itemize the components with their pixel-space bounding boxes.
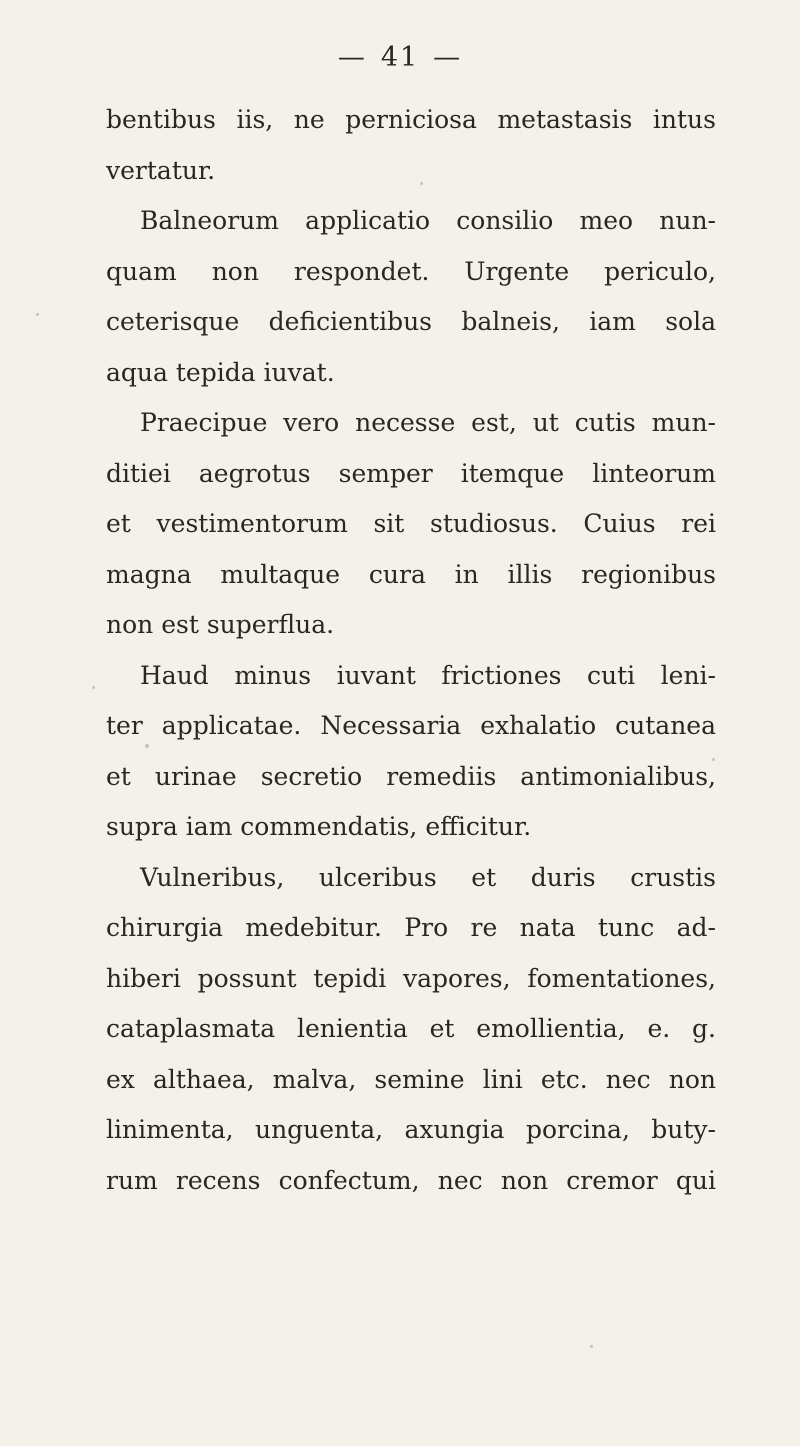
text-line: vertatur. xyxy=(106,155,216,185)
text-line: ditiei aegrotus semper itemque linteorum xyxy=(106,458,716,488)
text-line: linimenta, unguenta, axungia porcina, buty- xyxy=(106,1115,716,1144)
text-line: non est superflua. xyxy=(106,610,335,639)
paragraph xyxy=(106,196,716,398)
body-text xyxy=(106,95,716,1206)
text-line: Praecipue vero necesse est, ut cutis mun- xyxy=(140,408,716,437)
text-line: quam non respondet. Urgente periculo, xyxy=(106,256,716,286)
paragraph xyxy=(106,853,716,1207)
header-right-dash: — xyxy=(433,42,463,73)
text-line: rum recens confectum, nec non cremor qui xyxy=(106,1165,716,1195)
paper-speck xyxy=(145,744,149,748)
text-line: Balneorum applicatio consilio meo nun- xyxy=(140,206,716,235)
page-header xyxy=(0,42,800,73)
text-line: et vestimentorum sit studiosus. Cuius rei xyxy=(106,509,716,538)
text-line: cataplasmata lenientia et emollientia, e. g. xyxy=(106,1014,716,1043)
paper-speck xyxy=(420,182,423,185)
text-line: Haud minus iuvant frictiones cuti leni- xyxy=(140,660,716,690)
text-line: bentibus iis, ne perniciosa metastasis intus xyxy=(106,105,716,134)
paragraph xyxy=(106,651,716,853)
paper-speck xyxy=(92,686,95,689)
header-left-dash: — xyxy=(337,42,367,73)
text-line: ter applicatae. Necessaria exhalatio cutanea xyxy=(106,711,716,740)
text-line: ex althaea, malva, semine lini etc. nec non xyxy=(106,1064,716,1094)
text-line: chirurgia medebitur. Pro re nata tunc ad- xyxy=(106,913,716,942)
page-number: 41 xyxy=(380,42,420,73)
paragraph xyxy=(106,95,716,196)
paper-speck xyxy=(36,313,39,316)
text-line: ceterisque deficientibus balneis, iam sola xyxy=(106,307,716,336)
paper-speck xyxy=(712,758,715,761)
text-line: hiberi possunt tepidi vapores, fomentationes, xyxy=(106,963,716,993)
text-line: aqua tepida iuvat. xyxy=(106,357,335,387)
paper-speck xyxy=(590,1345,593,1348)
paragraph xyxy=(106,398,716,651)
text-line: et urinae secretio remediis antimonialibus, xyxy=(106,761,716,791)
text-line: Vulneribus, ulceribus et duris crustis xyxy=(140,862,716,892)
text-line: supra iam commendatis, efficitur. xyxy=(106,812,532,841)
text-line: magna multaque cura in illis regionibus xyxy=(106,559,716,589)
